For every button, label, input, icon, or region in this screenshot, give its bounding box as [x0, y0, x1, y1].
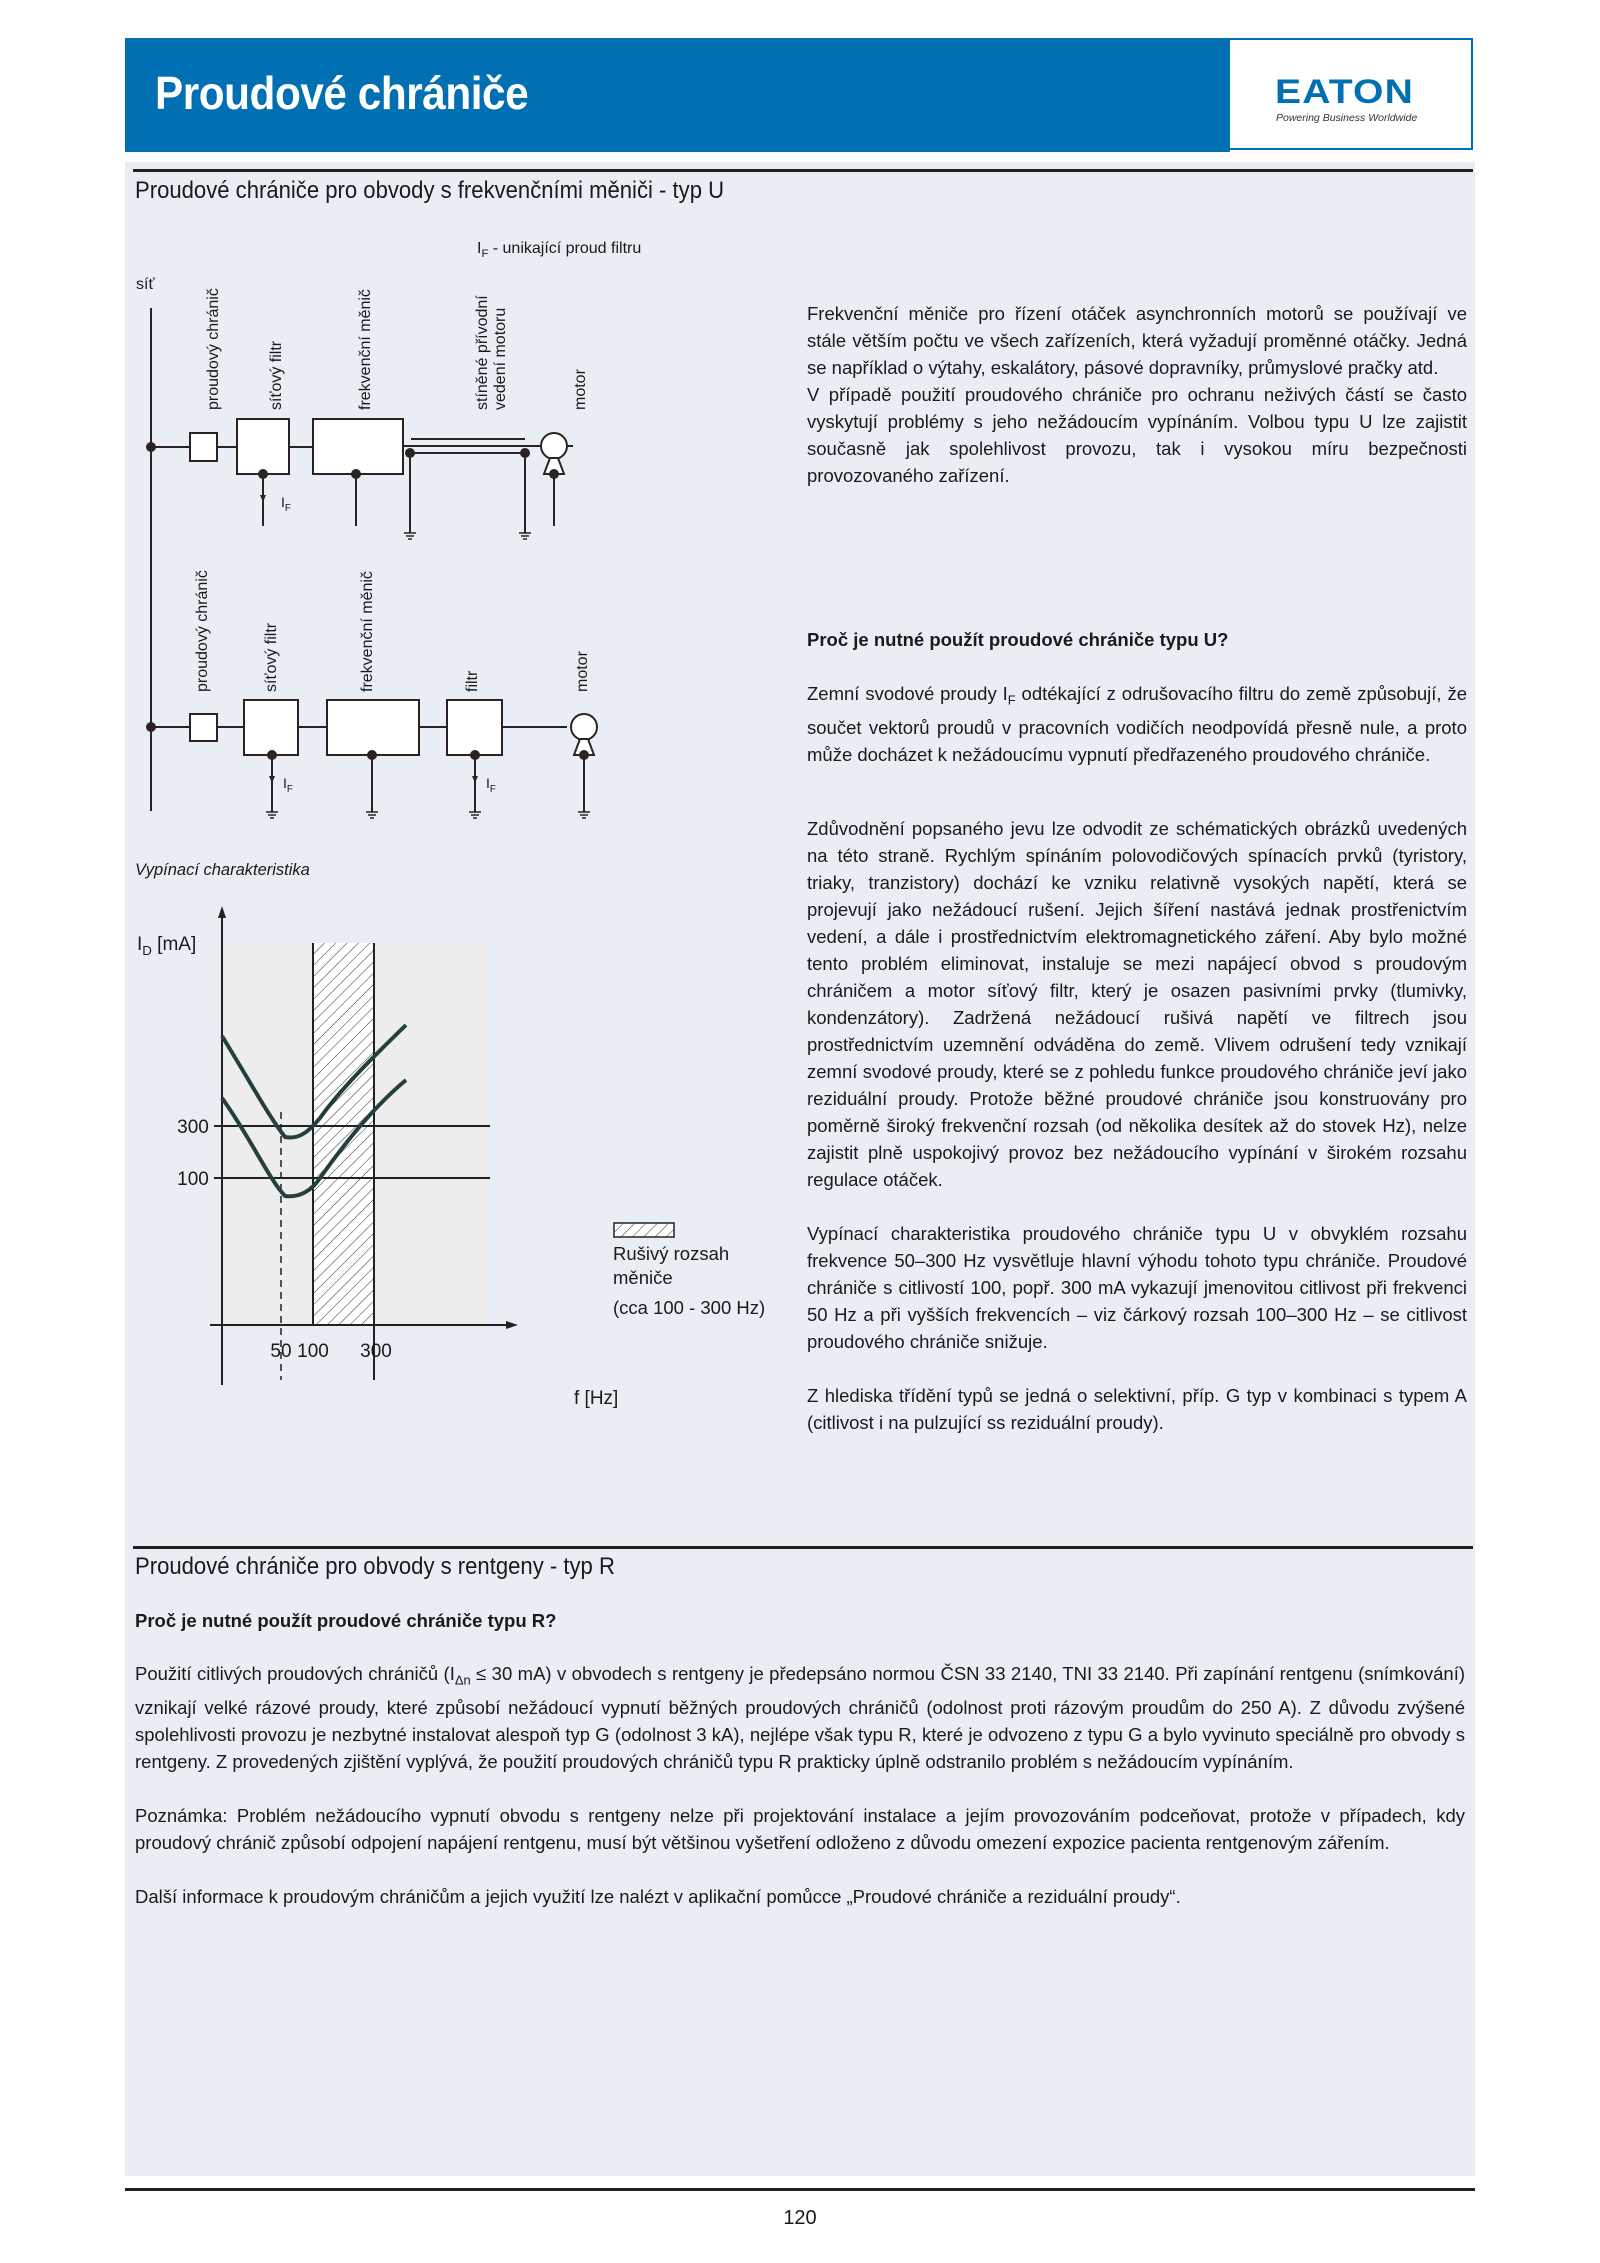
label-filtr-bottom: filtr	[464, 670, 481, 692]
section-r-text: Použití citlivých proudových chráničů ($I_{\Delta n} \le 30$ mA) v obvodech s rentgeny je předepsáno normou ČSN 33 2140, TNI 33 2140. Při zapínání rentgenu (snímkování) vznikají velké rázové proudy, které způsobí nežádoucí vypnutí běžných proudových chráničů (odolnost proti rázovým proudům do 250 A). Z důvodu zvýšené spolehlivosti provozu je nezbytné instalovat alespoň typ G (odolnost 3 kA), nejlépe však typu R, které je odvozeno z typu G a bylo vyvinuto speciálně pro obvody s rentgeny. Z provedených zjištění vyplývá, že použití proudových chráničů typu R prakticky úplně odstranilo problém s nežádoucím vypínáním. Poznámka: Problém nežádoucího vypnutí obvodu s rentgeny nelze při projektování instalace a jejím provozováním podceňovat, protože v případech, kdy proudový chránič způsobí odpojení napájení rentgenu, musí být většinou vyšetření odloženo z důvodu omezení expozice pacienta rentgenovým zářením. Další informace k proudovým chráničům a jejich využití lze nalézt v aplikační pomůcce „Proudové chrániče a reziduální proudy“.	[135, 1660, 1465, 1937]
svg-text:100: 100	[177, 1169, 209, 1190]
legend-label: Rušivý rozsah měniče	[613, 1243, 730, 1288]
legend-if: $I_F$ - unikající proud filtru	[477, 240, 642, 261]
section-divider-r	[133, 1546, 1473, 1549]
chart-ylabel: $I_D$ [mA]	[137, 934, 197, 958]
page-header-banner	[125, 38, 1230, 152]
tripping-characteristic-chart	[150, 900, 570, 1420]
label-frekvencni-menic-bottom: frekvenční měnič	[359, 571, 376, 692]
section-u-heading: Proudové chrániče pro obvody s frekvenčními měniči - typ U	[135, 177, 725, 204]
label-sit: síť	[136, 276, 155, 293]
legend-note: (cca 100 - 300 Hz)	[613, 1297, 766, 1318]
label-proudovy-chranic-top: proudový chránič	[205, 288, 222, 410]
section-u-why-heading: Proč je nutné použít proudové chrániče typu U?	[807, 629, 1229, 650]
label-if-bottom-2: $I_F$	[486, 775, 496, 795]
label-motor-top: motor	[572, 369, 589, 410]
label-frekvencni-menic-top: frekvenční měnič	[357, 289, 374, 410]
svg-text:300: 300	[360, 1341, 392, 1362]
label-stinene-privodni: stíněné přívodní	[474, 295, 491, 410]
label-sitovy-filtr-top: síťový filtr	[268, 340, 285, 410]
chart-caption: Vypínací charakteristika	[135, 861, 310, 879]
page-title: Proudové chrániče	[155, 67, 529, 119]
section-r-note: Poznámka: Problém nežádoucího vypnutí obvodu s rentgeny nelze při projektování instalace a jejím provozováním podceňovat, protože v případech, kdy proudový chránič způsobí odpojení napájení rentgenu, musí být většinou vyšetření odloženo z důvodu omezení expozice pacienta rentgenovým zářením.	[135, 1804, 1465, 1853]
section-r-why-heading: Proč je nutné použít proudové chrániče typu R?	[135, 1610, 557, 1631]
section-u-why-text: Zemní svodové proudy $I_F$ odtékající z odrušovacího filtru do země způsobují, že součet vektorů proudů v pracovních vodičích neodpovídá přesně nule, a proto může docházet k nežádoucímu vypnutí předřazeného proudového chrániče.	[807, 683, 1468, 765]
logo-tagline: Powering Business Worldwide	[1276, 112, 1418, 124]
svg-text:50: 50	[270, 1341, 292, 1362]
legend-hatch-swatch	[613, 1222, 675, 1238]
svg-text:300: 300	[177, 1117, 209, 1138]
label-if-top: $I_F$	[281, 494, 291, 514]
section-u-paragraphs: Zdůvodnění popsaného jevu lze odvodit ze schématických obrázků uvedených na této straně. Rychlým spínáním polovodičových spínacích prvků (tyristory, triaky, tranzistory) dochází ke vzniku relativně vysokých napětí, která se projevují jako nežádoucí rušení. Jejich šíření nastává jednak prostřenictvím vedení, a dále i prostřednictvím elektromagnetického záření. Aby bylo možné tento problém eliminovat, instaluje se mezi napájecí obvod s proudovým chráničem a motor síťový filtr, který je osazen pasivními prvky (tlumivky, kondenzátory). Zadržená nežádoucí rušivá napětí ve filtrech jsou prostřednictvím uzemnění odváděna do země. Vlivem odrušení tedy vznikají zemní svodové proudy, které se z pohledu funkce proudového chrániče jeví jako reziduální proudy. Protože běžné proudové chrániče jsou konstruovány pro poměrně široký frekvenční rozsah (od několika desítek až do stovek Hz), nelze zajistit plně uspokojivý provoz bez nežádoucího vypínání v širokém rozsahu regulace otáček. Vypínací charakteristika proudového chrániče typu U v obvyklém rozsahu frekvence 50–300 Hz vysvětluje hlavní výhodu tohoto typu chrániče. Proudové chrániče s citlivostí 100, popř. 300 mA vykazují jmenovitou citlivost při frekvenci 50 Hz a při vyšších frekvencích – viz čárkový rozsah 100–300 Hz – se citlivost proudového chrániče snižuje. Z hlediska třídění typů se jedná o selektivní, příp. G typ v kombinaci s typem A (citlivost i na pulzující ss reziduální proudy).	[807, 818, 1467, 1433]
label-if-bottom-1: $I_F$	[283, 775, 293, 795]
label-sitovy-filtr-bottom: síťový filtr	[263, 622, 280, 692]
footer-divider	[125, 2188, 1475, 2191]
logo-wordmark: EATON	[1275, 73, 1415, 111]
section-r-more-info: Další informace k proudovým chráničům a jejich využití lze nalézt v aplikační pomůcce „Proudové chrániče a reziduální proudy“.	[135, 1885, 1181, 1907]
label-vedeni-motoru: vedení motoru	[492, 307, 509, 410]
eaton-logo	[1230, 38, 1473, 150]
svg-text:100: 100	[297, 1341, 329, 1362]
section-divider	[133, 169, 1473, 172]
label-proudovy-chranic-bottom: proudový chránič	[194, 570, 211, 692]
label-motor-bottom: motor	[574, 651, 591, 692]
section-u-intro: Frekvenční měniče pro řízení otáček asynchronních motorů se používají ve stále větším počtu ve všech zařízeních, která vyžadují proměnné otáčky. Jedná se například o výtahy, eskalátory, pásové dopravníky, průmyslové pračky atd. V případě použití proudového chrániče pro ochranu neživých částí se často vyskytují problémy s jeho nežádoucím vypínáním. Volbou typu U lze zajistit současně jak spolehlivost provozu, tak i vysokou míru bezpečnosti provozovaného zařízení.	[807, 303, 1467, 486]
chart-xlabel: f [Hz]	[574, 1388, 619, 1409]
page-number: 120	[783, 2207, 817, 2229]
section-r-heading: Proudové chrániče pro obvody s rentgeny - typ R	[135, 1553, 615, 1580]
